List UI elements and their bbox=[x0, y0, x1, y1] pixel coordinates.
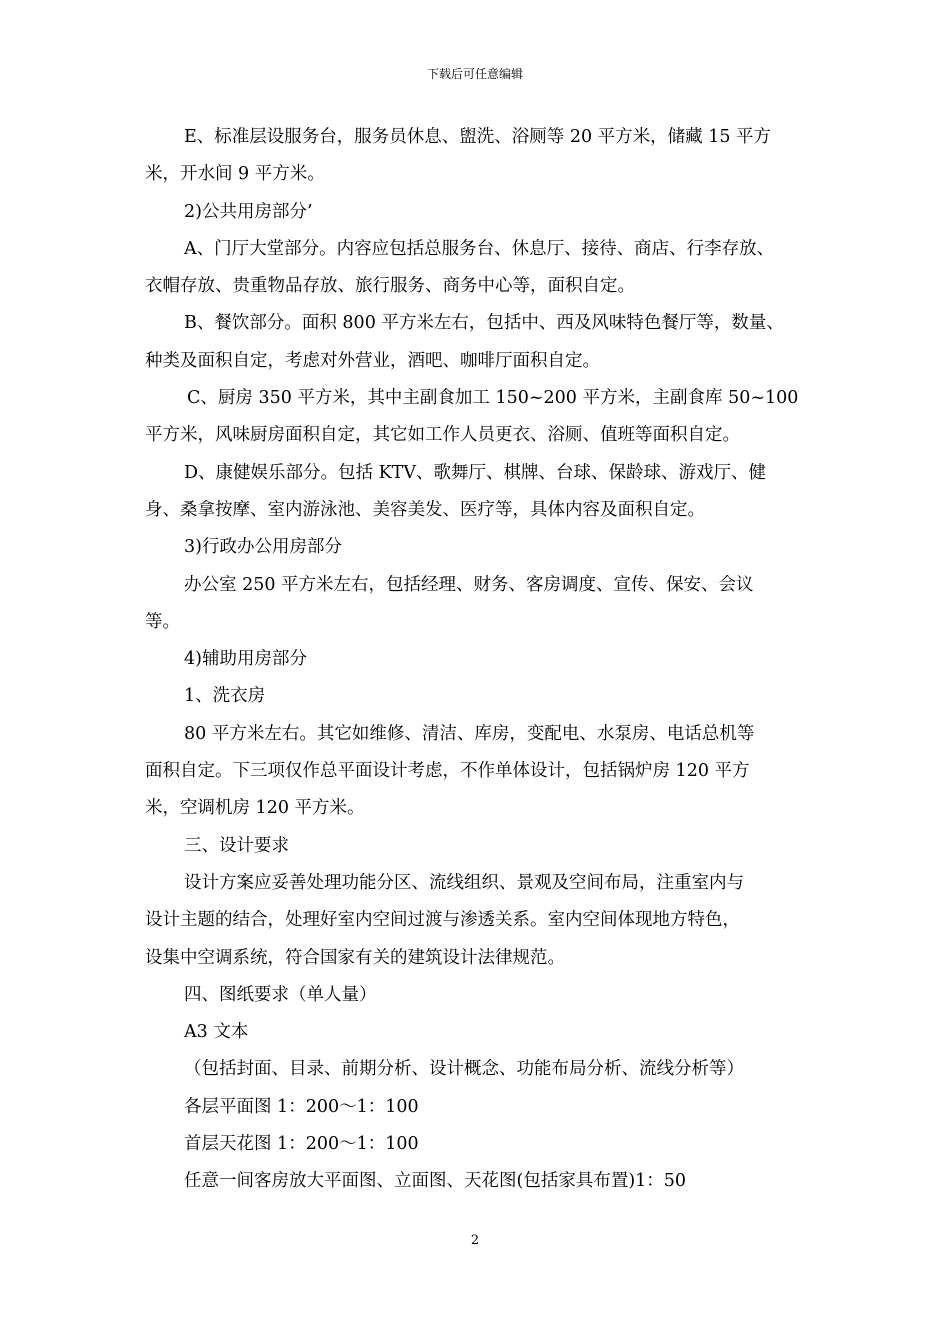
list-item: 首层天花图 1：200～1：100 bbox=[184, 1134, 419, 1155]
section-heading: 三、设计要求 bbox=[184, 835, 289, 856]
paragraph-line: E、标准层设服务台，服务员休息、盥洗、浴厕等 20 平方米，储藏 15 平方 bbox=[184, 127, 772, 147]
page-number: 2 bbox=[470, 1233, 480, 1248]
paragraph-line: 种类及面积自定，考虑对外营业，酒吧、咖啡厅面积自定。 bbox=[145, 350, 600, 371]
section-heading: 2)公共用房部分’ bbox=[184, 201, 313, 222]
paragraph-line: B、餐饮部分。面积 800 平方米左右，包括中、西及风味特色餐厅等，数量、 bbox=[184, 313, 784, 334]
paragraph-line: 办公室 250 平方米左右，包括经理、财务、客房调度、宣传、保安、会议 bbox=[184, 574, 754, 595]
list-item: （包括封面、目录、前期分析、设计概念、功能布局分析、流线分析等） bbox=[184, 1059, 744, 1080]
section-heading: 四、图纸要求（单人量） bbox=[184, 984, 377, 1005]
paragraph-line: 面积自定。下三项仅作总平面设计考虑，不作单体设计，包括锅炉房 120 平方 bbox=[145, 761, 750, 782]
list-item: 各层平面图 1：200～1：100 bbox=[184, 1096, 419, 1117]
paragraph-line: 设集中空调系统，符合国家有关的建筑设计法律规范。 bbox=[145, 947, 565, 968]
paragraph-line: D、康健娱乐部分。包括 KTV、歌舞厅、棋牌、台球、保龄球、游戏厅、健 bbox=[184, 462, 766, 483]
paragraph-line: 设计主题的结合，处理好室内空间过渡与渗透关系。室内空间体现地方特色， bbox=[145, 910, 740, 931]
paragraph-line: 设计方案应妥善处理功能分区、流线组织、景观及空间布局，注重室内与 bbox=[184, 872, 744, 893]
section-heading: 3)行政办公用房部分 bbox=[184, 537, 342, 558]
document-body bbox=[145, 119, 810, 1201]
paragraph-line: 米，空调机房 120 平方米。 bbox=[145, 798, 365, 819]
paragraph-line: 衣帽存放、贵重物品存放、旅行服务、商务中心等，面积自定。 bbox=[145, 276, 635, 297]
paragraph-line: C、厨房 350 平方米，其中主副食加工 150~200 平方米，主副食库 50~100 bbox=[187, 388, 799, 409]
page-header: 下载后可任意编辑 bbox=[426, 67, 523, 81]
paragraph-line: 等。 bbox=[145, 611, 180, 632]
section-heading: 4)辅助用房部分 bbox=[184, 649, 307, 670]
subsection-heading: 1、洗衣房 bbox=[184, 686, 266, 707]
paragraph-line: 平方米，风味厨房面积自定，其它如工作人员更衣、浴厕、值班等面积自定。 bbox=[145, 425, 740, 446]
paragraph-line: 80 平方米左右。其它如维修、清洁、库房，变配电、水泵房、电话总机等 bbox=[184, 723, 755, 744]
list-item: 任意一间客房放大平面图、立面图、天花图(包括家具布置)1：50 bbox=[184, 1171, 687, 1192]
paragraph-line: 身、桑拿按摩、室内游泳池、美容美发、医疗等，具体内容及面积自定。 bbox=[145, 499, 705, 520]
paragraph-line: 米，开水间 9 平方米。 bbox=[145, 164, 325, 185]
paragraph-line: A、门厅大堂部分。内容应包括总服务台、休息厅、接待、商店、行李存放、 bbox=[184, 238, 775, 259]
list-item: A3 文本 bbox=[184, 1022, 249, 1043]
